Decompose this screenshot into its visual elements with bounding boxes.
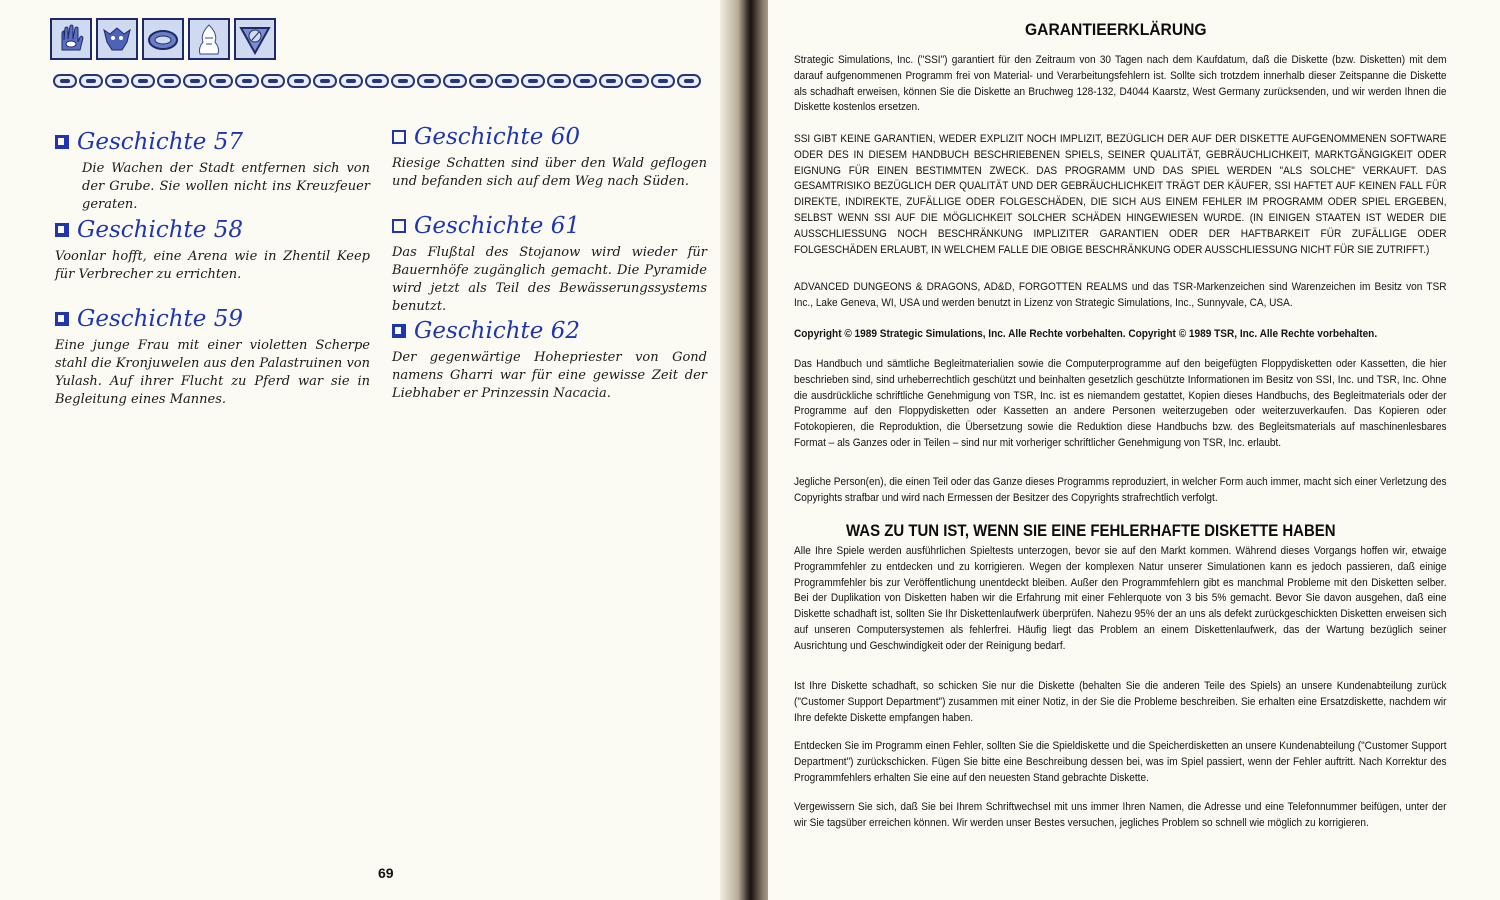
- defective-disk-paragraph-2: Ist Ihre Diskette schadhaft, so schicken Sie nur die Diskette (behalten Sie die anderen Teile des Spiels) an unsere Kundenabteilung zurück ("Customer Support Department") zusammen mit einer Notiz, in der Sie die Probleme beschreiben. Sie erhalten eine Ersatzdiskette, nachdem wir Ihre defekte Diskette empfangen haben.: [794, 680, 1447, 724]
- story-62: [392, 317, 707, 403]
- story-text: Eine junge Frau mit einer violetten Scherpe stahl die Kronjuwelen aus den Palastruinen von Yulash. Auf ihrer Flucht zu Pferd war sie in Begleitung eines Mannes.: [55, 338, 370, 407]
- story-title: Geschichte 62: [414, 318, 580, 344]
- checkbox[interactable]: [55, 312, 69, 326]
- story-text: Das Flußtal des Stojanow wird wieder für Bauernhöfe zugänglich gemacht. Die Pyramide wird jetzt als Teil des Bewässerungssystems benutzt.: [392, 245, 707, 314]
- story-60: [392, 123, 707, 191]
- checkbox[interactable]: [392, 219, 406, 233]
- checkbox[interactable]: [392, 324, 406, 338]
- checkbox[interactable]: [55, 135, 69, 149]
- hand-icon: [50, 18, 92, 60]
- defective-disk-heading: WAS ZU TUN IST, WENN SIE EINE FEHLERHAFTE DISKETTE HABEN: [846, 521, 1336, 540]
- checkbox[interactable]: [392, 130, 406, 144]
- story-title: Geschichte 58: [77, 217, 243, 243]
- warranty-disclaimer: SSI GIBT KEINE GARANTIEN, WEDER EXPLIZIT NOCH IMPLIZIT, BEZÜGLICH DER AUF DER DISKETTE AUFGENOMMENEN SOFTWARE ODER DES IN DIESEM HANDBUCH BESCHRIEBENEN SPIELS, SEINER QUALITÄT, GEBRÄUCHLICHKEIT, MARKTGÄNGIGKEIT ODER EIGNUNG FÜR EINEN BESTIMMTEN ZWECK. DAS PROGRAMM UND DAS SPIEL WERDEN "ALS SOLCHE" VERKAUFT. DAS GESAMTRISIKO BEZÜGLICH DER QUALITÄT UND DER GEBRÄUCHLICHKEIT TRÄGT DER KÄUFER, SSI HAFTET AUF KEINEN FALL FÜR DIREKTE, INDIREKTE, ZUFÄLLIGE ODER FOLGESCHÄDEN, DIE SICH AUS EINEM FEHLER IM PROGRAMM ODER SPIEL ERGEBEN, SELBST WENN SSI AUF DIE MÖGLICHKEIT SOLCHER SCHÄDEN HINGEWIESEN WURDE. (IN EINIGEN STAATEN IST WEDER DIE AUSSCHLIESSUNG NOCH BESCHRÄNKUNG IMPLIZITER GARANTIEN ODER DER HAFTBARKEIT FÜR ZUFÄLLIGE ODER FOLGESCHÄDEN ERLAUBT, IN WELCHEM FALLE DIE OBIGE BESCHRÄNKUNG ODER AUSSCHLIESSUNG NICHT FÜR SIE ZUTRIFFT.): [794, 133, 1447, 256]
- chain-divider: [52, 70, 702, 92]
- icon-strip: [50, 18, 276, 60]
- story-text: Der gegenwärtige Hohepriester von Gond namens Gharri war für eine gewisse Zeit der Liebhaber er Prinzessin Nacacia.: [392, 350, 707, 401]
- warranty-heading: GARANTIEERKLÄRUNG: [1025, 20, 1207, 39]
- triangle-sigil-icon: [234, 18, 276, 60]
- defective-disk-paragraph-1: Alle Ihre Spiele werden ausführlichen Spieltests unterzogen, bevor sie auf den Markt kommen. Während dieses Vorgangs hoffen wir, etwaige Programmfehler zu entdecken und zu korrigieren. Wegen der komplexen Natur unserer Simulationen kann es jedoch passieren, daß einige Programmfehler bis zur Veröffentlichung unentdeckt bleiben. Außer den Programmfehlern gibt es manchmal Probleme mit den Disketten selber. Bei der Duplikation von Disketten haben wir die Erfahrung mit einer Fehlerquote von 3 bis 5% gemacht. Bevor Sie davon ausgehen, daß eine Diskette schadhaft ist, sollten Sie Ihr Diskettenlaufwerk überprüfen. Nahezu 95% der an uns als defekt zurückgeschickten Disketten erweisen sich auf unseren Computersystemen als fehlerfrei. Häufig liegt das Problem an einem Diskettenlaufwerk, das der Wartung bezüglich seiner Ausrichtung und Geschwindigkeit oder der Reinigung bedarf.: [794, 545, 1447, 652]
- story-58: [55, 216, 370, 284]
- story-text: Riesige Schatten sind über den Wald geflogen und befanden sich auf dem Weg nach Süden.: [392, 156, 707, 189]
- story-57: [55, 128, 370, 214]
- reproduction-warning: Jegliche Person(en), die einen Teil oder das Ganze dieses Programms reproduziert, in welcher Form auch immer, macht sich einer Verletzung des Copyrights strafbar und wird nach Ermessen der Besitzer des Copyrights strafrechtlich verfolgt.: [794, 476, 1447, 504]
- beast-icon: [96, 18, 138, 60]
- copyright-notice: Copyright © 1989 Strategic Simulations, Inc. Alle Rechte vorbehalten. Copyright © 1989 TSR, Inc. Alle Rechte vorbehalten.: [794, 328, 1378, 340]
- ring-icon: [142, 18, 184, 60]
- defective-disk-paragraph-3: Entdecken Sie im Programm einen Fehler, sollten Sie die Spieldiskette und die Speicherdisketten an unsere Kundenabteilung ("Customer Support Department") zurückschicken. Fügen Sie bitte eine Beschreibung dessen bei, was im Spiel passiert, wenn der Fehler auftritt. Nach Korrektur des Programmfehlers erhalten Sie eine auf den neuesten Stand gebrachte Diskette.: [794, 740, 1447, 784]
- story-text: Voonlar hofft, eine Arena wie in Zhentil Keep für Verbrecher zu errichten.: [55, 249, 370, 282]
- trademark-notice: ADVANCED DUNGEONS & DRAGONS, AD&D, FORGOTTEN REALMS und das TSR-Markenzeichen sind Warenzeichen im Besitz von TSR Inc., Lake Geneva, WI, USA und werden benutzt in Lizenz von Strategic Simulations, Inc., Sunnyvale, CA, USA.: [794, 281, 1447, 309]
- page-number: 69: [378, 865, 394, 881]
- warranty-paragraph-1: Strategic Simulations, Inc. ("SSI") garantiert für den Zeitraum von 30 Tagen nach dem Kaufdatum, daß die Diskette (bzw. Disketten) mit dem darauf aufgenommenen Programm frei von Material- und Verarbeitungsfehlern ist. Sollte sich trotzdem innerhalb dieser Zeitspanne die Diskette als schadhaft erweisen, können Sie die Diskette an Bruchweg 128-132, D4044 Kaarstz, West Germany zurücksenden, und wir werden Ihnen die Diskette kostenlos ersetzen.: [794, 54, 1447, 114]
- defective-disk-paragraph-4: Vergewissern Sie sich, daß Sie bei Ihrem Schriftwechsel mit uns immer Ihren Namen, die Adresse und eine Telefonnummer beifügen, unter der wir Sie tagsüber erreichen können. Wir werden unser Bestes versuchen, jegliches Problem so schnell wie möglich zu korrigieren.: [794, 801, 1447, 829]
- story-title: Geschichte 60: [414, 124, 580, 150]
- story-title: Geschichte 57: [77, 129, 243, 155]
- story-text: Die Wachen der Stadt entfernen sich von der Grube. Sie wollen nicht ins Kreuzfeuer geraten.: [82, 161, 370, 212]
- story-61: [392, 212, 707, 316]
- ghost-icon: [188, 18, 230, 60]
- copyright-paragraph: Das Handbuch und sämtliche Begleitmaterialien sowie die Computerprogramme auf den beigefügten Floppydisketten oder Kassetten, die hier beschrieben sind, sind urheberrechtlich geschützt und beinhalten gesetzlich geschützte Informationen im Besitz von SSI, Inc. und TSR, Inc. Ohne die ausdrückliche schriftliche Genehmigung von TSR, Inc. ist es niemandem gestattet, Kopien dieses Handbuchs, des Begleitmaterials oder der Programme auf den Floppydisketten oder Kassetten an andere Personen weiterzugeben oder weiterzuverkaufen. Das Kopieren oder Fotokopieren, die Reproduktion, die Übersetzung sowie die Reduktion diese Handbuchs bzw. des Begleitsmaterials auf maschinenlesbares Format – als Ganzes oder in Teilen – sind nur mit vorheriger schriftlicher Genehmigung von TSR, Inc. erlaubt.: [794, 358, 1447, 449]
- story-59: [55, 305, 370, 409]
- story-title: Geschichte 59: [77, 306, 243, 332]
- story-title: Geschichte 61: [414, 213, 580, 239]
- checkbox[interactable]: [55, 223, 69, 237]
